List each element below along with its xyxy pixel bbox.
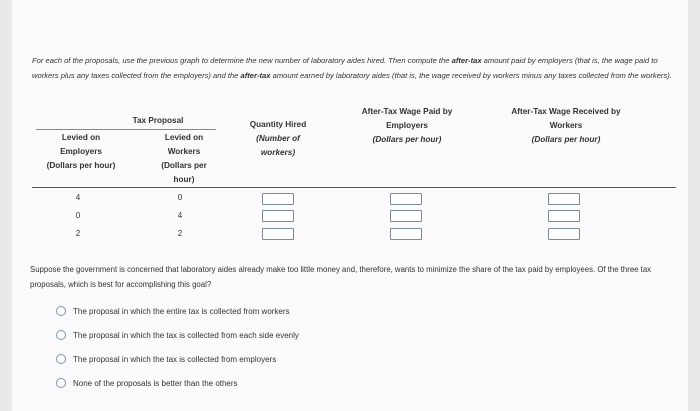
tax-proposal-rule [36,129,216,130]
row-1-workers: 0 [177,193,183,202]
row-2-employers: 0 [75,211,81,220]
instructions-text [32,54,672,83]
option-label: The proposal in which the tax is collected from employers [73,354,277,364]
row-3-wage-paid-input[interactable] [390,228,422,240]
row-3-wage-received-input[interactable] [548,228,580,240]
row-3-quantity-input[interactable] [262,228,294,240]
option-label: The proposal in which the entire tax is collected from workers [73,306,290,316]
question-text: Suppose the government is concerned that laboratory aides already make too little money and, therefore, wants to minimize the share of the tax paid by employees. Of the three tax proposals, which is best for accomplishing this goal? [30,265,652,289]
option-employers[interactable] [56,354,276,364]
row-1-quantity-input[interactable] [262,193,294,205]
instructions-part-1: For each of the proposals, use the previous graph to determine the new number of laboratory aides hired. Then compute the [32,56,452,65]
tax-proposal-header: Tax Proposal [132,116,184,125]
levied-workers-header: Levied on Workers (Dollars per hour) [161,133,207,184]
row-1-wage-paid-input[interactable] [390,193,422,205]
option-none[interactable] [56,378,238,388]
levied-employers-header: Levied on Employers (Dollars per hour) [46,133,116,170]
row-2-wage-received-input[interactable] [548,210,580,222]
row-2-wage-paid-input[interactable] [390,210,422,222]
option-label: None of the proposals is better than the others [73,378,238,388]
option-label: The proposal in which the tax is collected from each side evenly [73,330,299,340]
table-header-rule [32,187,676,188]
radio-button[interactable] [56,378,66,388]
radio-button[interactable] [56,354,66,364]
row-2-workers: 4 [177,211,183,220]
option-evenly[interactable] [56,330,299,340]
instructions-bold-1: after-tax [451,56,482,65]
instructions-part-2: amount paid by employers (that is, the wage paid to workers plus any taxes collected from the employers) and the [32,56,658,80]
radio-button[interactable] [56,306,66,316]
assignment-page [12,0,688,411]
quantity-hired-header: Quantity Hired (Number of workers) [249,120,307,157]
instructions-part-3: amount earned by laboratory aides (that is, the wage received by workers minus any taxes collected from the workers). [270,70,672,80]
row-2-quantity-input[interactable] [262,210,294,222]
wage-received-header: After-Tax Wage Received by Workers (Dollars per hour) [511,107,621,144]
instructions-bold-2: after-tax [240,70,271,80]
row-1-wage-received-input[interactable] [548,193,580,205]
row-1-employers: 4 [75,193,81,202]
row-3-employers: 2 [75,229,81,238]
option-workers[interactable] [56,306,290,316]
row-3-workers: 2 [177,229,183,238]
wage-paid-header: After-Tax Wage Paid by Employers (Dollars per hour) [361,107,453,144]
radio-button[interactable] [56,330,66,340]
